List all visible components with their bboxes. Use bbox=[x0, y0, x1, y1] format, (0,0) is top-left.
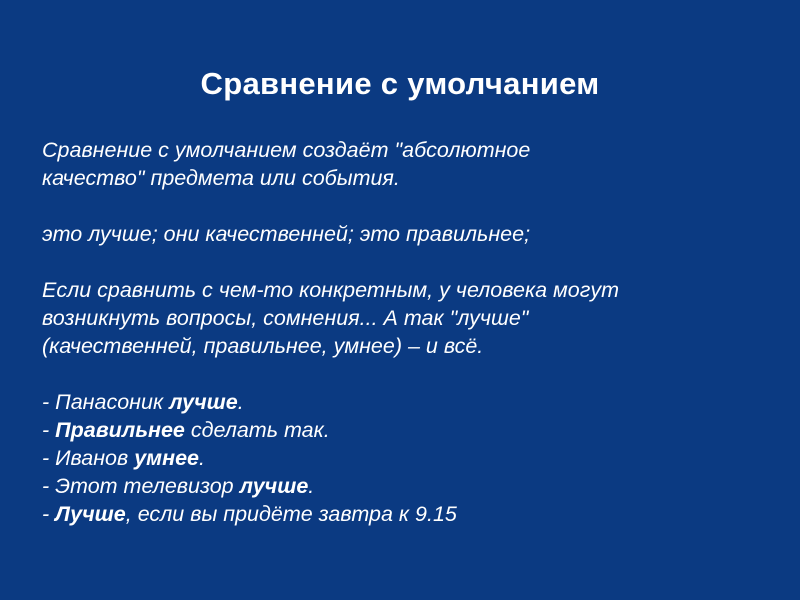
paragraph-line: это лучше; они качественней; это правильнее; bbox=[42, 222, 531, 246]
paragraph-line: качество" предмета или события. bbox=[42, 166, 400, 190]
slide-body bbox=[42, 136, 772, 528]
paragraph-examples-short bbox=[42, 220, 772, 248]
example-item bbox=[42, 444, 772, 472]
example-item bbox=[42, 500, 772, 528]
example-text: . bbox=[308, 474, 315, 498]
example-text: . bbox=[198, 446, 205, 470]
example-keyword: умнее bbox=[134, 446, 199, 470]
example-text: - bbox=[42, 418, 56, 442]
example-item bbox=[42, 416, 772, 444]
example-text: сделать так. bbox=[184, 418, 330, 442]
example-text: - Иванов bbox=[42, 446, 135, 470]
slide-title: Сравнение с умолчанием bbox=[200, 66, 600, 101]
example-keyword: лучше bbox=[169, 390, 238, 414]
example-text: - bbox=[42, 502, 56, 526]
example-text: . bbox=[237, 390, 244, 414]
paragraph-line: Сравнение с умолчанием создаёт "абсолютное bbox=[42, 138, 531, 162]
example-text: - Панасоник bbox=[42, 390, 170, 414]
example-keyword: Лучше bbox=[55, 502, 126, 526]
example-item bbox=[42, 472, 772, 500]
example-keyword: Правильнее bbox=[55, 418, 185, 442]
paragraph-line: Если сравнить с чем-то конкретным, у человека могут bbox=[42, 278, 620, 302]
example-keyword: лучше bbox=[239, 474, 309, 498]
example-list bbox=[42, 388, 772, 528]
paragraph-line: возникнуть вопросы, сомнения... А так "лучше" bbox=[42, 306, 529, 330]
paragraph-explanation bbox=[42, 276, 772, 360]
example-text: , если вы придёте завтра к 9.15 bbox=[125, 502, 457, 526]
paragraph-line: (качественней, правильнее, умнее) – и всё. bbox=[42, 334, 484, 358]
example-item bbox=[42, 388, 772, 416]
paragraph-intro bbox=[42, 136, 772, 192]
example-text: - Этот телевизор bbox=[42, 474, 240, 498]
